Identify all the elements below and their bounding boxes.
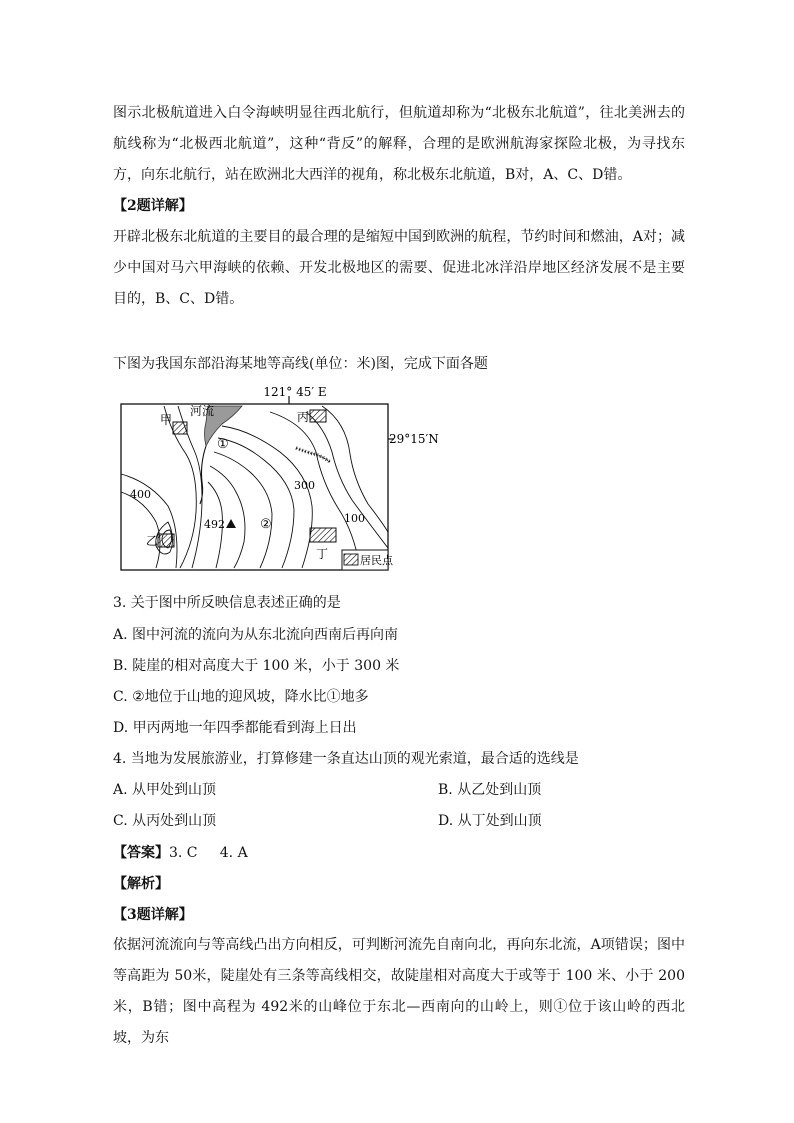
- latitude-label: 29°15′N: [389, 432, 439, 446]
- answer-label: 【答案】: [113, 845, 169, 861]
- peak-elevation: 492: [204, 518, 225, 531]
- q2-detail-heading: 【2题详解】: [113, 198, 193, 214]
- answer-values: 3. C 4. A: [169, 845, 248, 861]
- answer-line: [113, 842, 248, 862]
- map-intro: 下图为我国东部沿海某地等高线(单位：米)图，完成下面各题: [113, 356, 488, 372]
- marker-one: ①: [217, 437, 229, 452]
- q4-option-c: C. 从丙处到山顶: [113, 813, 217, 829]
- contour-label-400: 400: [130, 488, 151, 501]
- q3-option-b: B. 陡崖的相对高度大于 100 米，小于 300 米: [113, 658, 400, 674]
- settlement-yi: [158, 534, 174, 547]
- q3-stem: 3. 关于图中所反映信息表述正确的是: [113, 595, 341, 611]
- q3-option-c: C. ②地位于山地的迎风坡，降水比①地多: [113, 689, 369, 705]
- analysis-label: 【解析】: [113, 876, 169, 892]
- place-bing: 丙: [297, 410, 310, 424]
- q4-option-a: A. 从甲处到山顶: [113, 782, 217, 798]
- cliff-line: [296, 448, 330, 462]
- q4-option-d: D. 从丁处到山顶: [438, 813, 542, 829]
- q4-stem: 4. 当地为发展旅游业，打算修建一条直达山顶的观光索道，最合适的选线是: [113, 751, 579, 767]
- contour-label-100: 100: [344, 512, 365, 525]
- q1-explanation-tail: 图示北极航道进入白令海峡明显往西北航行，但航道却称为“北极东北航道”，往北美洲去的航线称为“北极西北航道”，这种“背反”的解释，合理的是欧洲航海家探险北极，为寻找东方，向东北航行，站在欧洲北大西洋的视角，称北极东北航道，B对，A、C、D错。: [113, 105, 685, 183]
- q2-detail-text: 开辟北极东北航道的主要目的最合理的是缩短中国到欧洲的航程，节约时间和燃油，A对；减少中国对马六甲海峡的依赖、开发北极地区的需要、促进北冰洋沿岸地区经济发展不是主要目的，B、C、D错。: [113, 229, 685, 307]
- legend-hatch-icon: [344, 554, 358, 565]
- q3-option-a: A. 图中河流的流向为从东北流向西南后再向南: [113, 627, 399, 643]
- place-yi: 乙: [146, 534, 159, 548]
- q4-option-b: B. 从乙处到山顶: [438, 782, 542, 798]
- marker-two: ②: [260, 517, 272, 532]
- settlement-ding: [310, 528, 336, 542]
- place-ding: 丁: [316, 547, 329, 561]
- cliff-hachure: [296, 448, 330, 462]
- longitude-label: 121° 45′ E: [263, 385, 327, 399]
- settlement-jia: [173, 422, 187, 434]
- peak-triangle-icon: [226, 519, 236, 528]
- legend-label: 居民点: [360, 554, 393, 567]
- river-label: 河流: [190, 404, 215, 418]
- q3-detail-heading: 【3题详解】: [113, 907, 193, 923]
- settlement-bing: [310, 410, 326, 422]
- q3-detail-text: 依据河流流向与等高线凸出方向相反，可判断河流先自南向北，再向东北流，A项错误；图中等高距为 50米，陡崖处有三条等高线相交，故陡崖相对高度大于或等于 100 米、小于 200 米，B错；图中高程为 492米的山峰位于东北—西南向的山岭上，则①位于该山岭的西北坡，为东: [113, 937, 685, 1046]
- contour-map: [110, 382, 439, 578]
- q3-option-d: D. 甲丙两地一年四季都能看到海上日出: [113, 720, 357, 736]
- place-jia: 甲: [160, 413, 173, 427]
- contour-label-300: 300: [294, 479, 315, 492]
